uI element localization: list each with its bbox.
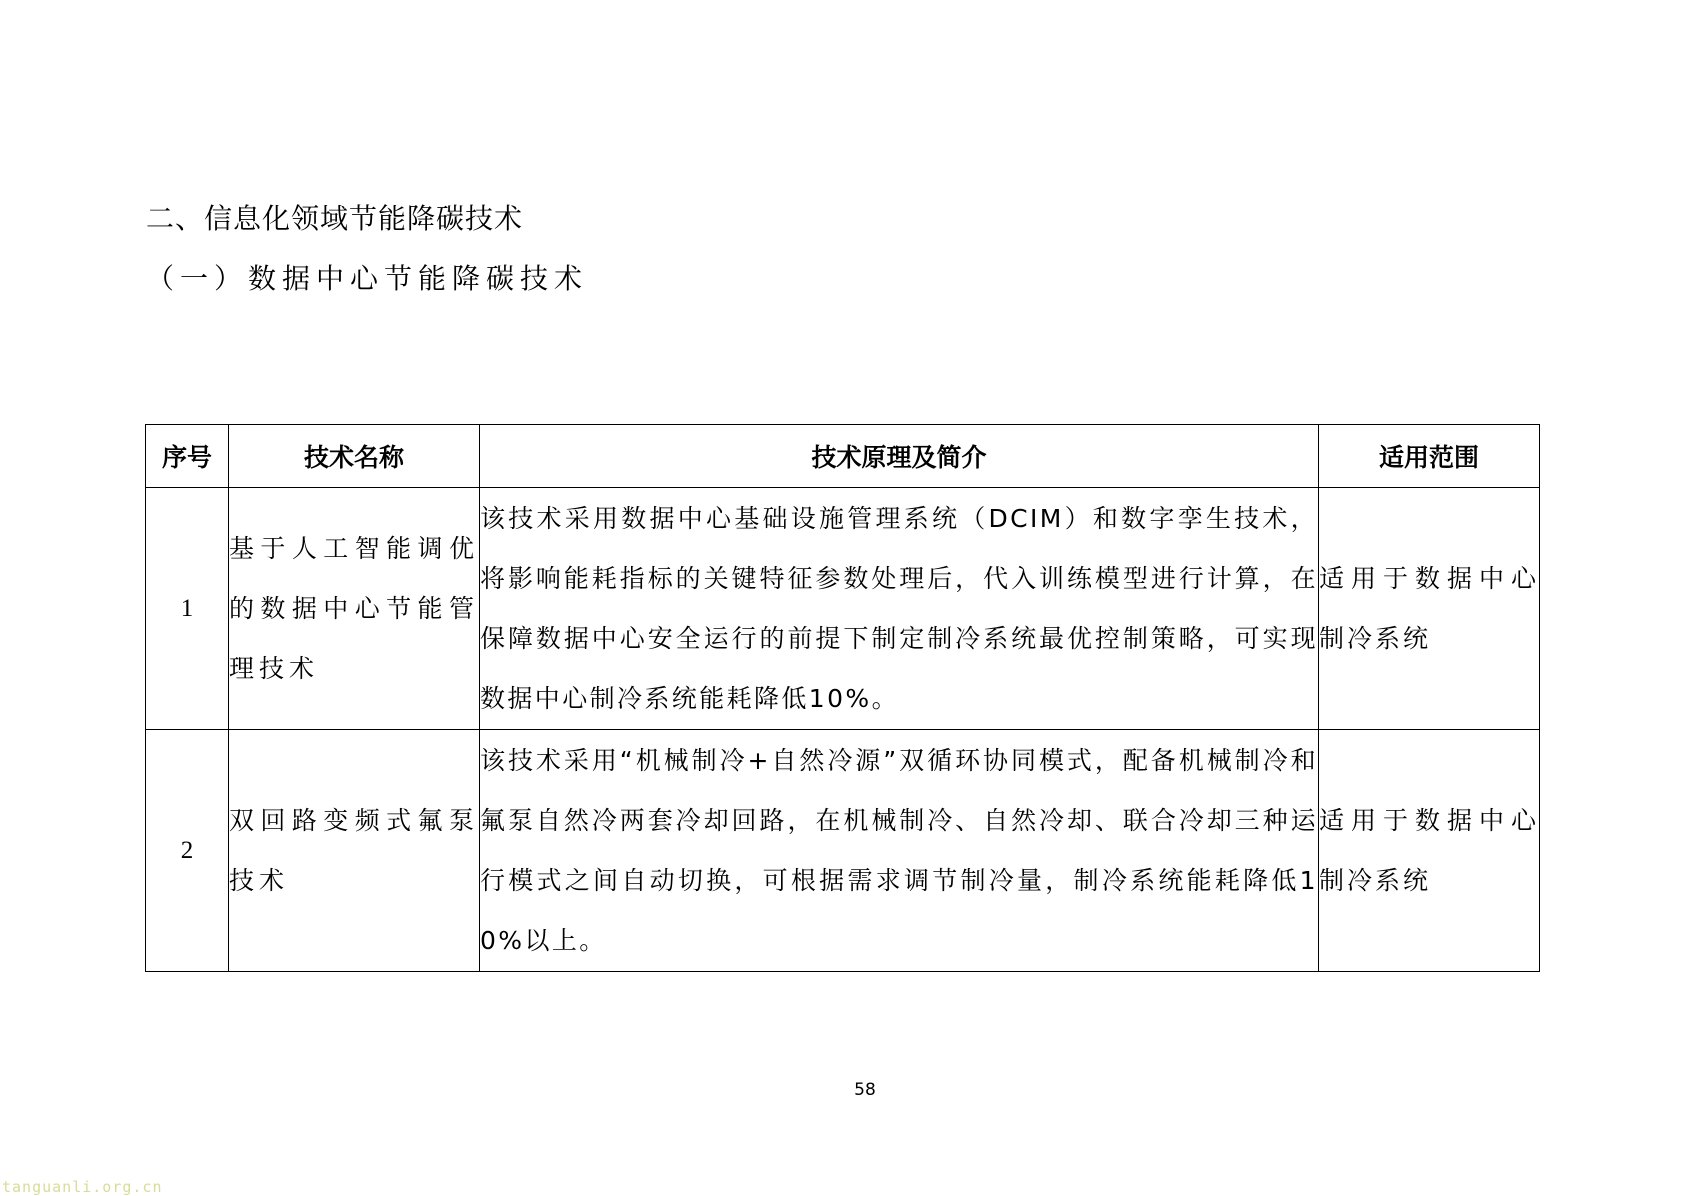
table-header-row bbox=[146, 425, 1540, 488]
header-name: 技术名称 bbox=[229, 425, 480, 488]
page-number: 58 bbox=[854, 1080, 876, 1100]
header-scope: 适用范围 bbox=[1319, 425, 1540, 488]
table-row bbox=[146, 730, 1540, 972]
section-heading: 二、信息化领域节能降碳技术 bbox=[146, 202, 524, 235]
watermark: tanguanli.org.cn bbox=[2, 1178, 163, 1196]
tech-name: 双回路变频式氟泵技术 bbox=[229, 730, 480, 972]
technology-table bbox=[145, 424, 1540, 972]
tech-scope: 适用于数据中心制冷系统 bbox=[1319, 730, 1540, 972]
row-number: 2 bbox=[146, 730, 229, 972]
tech-scope: 适用于数据中心制冷系统 bbox=[1319, 488, 1540, 730]
section-subheading: （一）数据中心节能降碳技术 bbox=[146, 262, 589, 295]
tech-name: 基于人工智能调优的数据中心节能管理技术 bbox=[229, 488, 480, 730]
row-number: 1 bbox=[146, 488, 229, 730]
table-row bbox=[146, 488, 1540, 730]
header-number: 序号 bbox=[146, 425, 229, 488]
header-description: 技术原理及简介 bbox=[480, 425, 1319, 488]
tech-description: 该技术采用“机械制冷+自然冷源”双循环协同模式，配备机械制冷和氟泵自然冷两套冷却回路，在机械制冷、自然冷却、联合冷却三种运行模式之间自动切换，可根据需求调节制冷量，制冷系统能耗降低10%以上。 bbox=[480, 730, 1319, 972]
tech-description: 该技术采用数据中心基础设施管理系统（DCIM）和数字孪生技术，将影响能耗指标的关键特征参数处理后，代入训练模型进行计算，在保障数据中心安全运行的前提下制定制冷系统最优控制策略，可实现数据中心制冷系统能耗降低10%。 bbox=[480, 488, 1319, 730]
